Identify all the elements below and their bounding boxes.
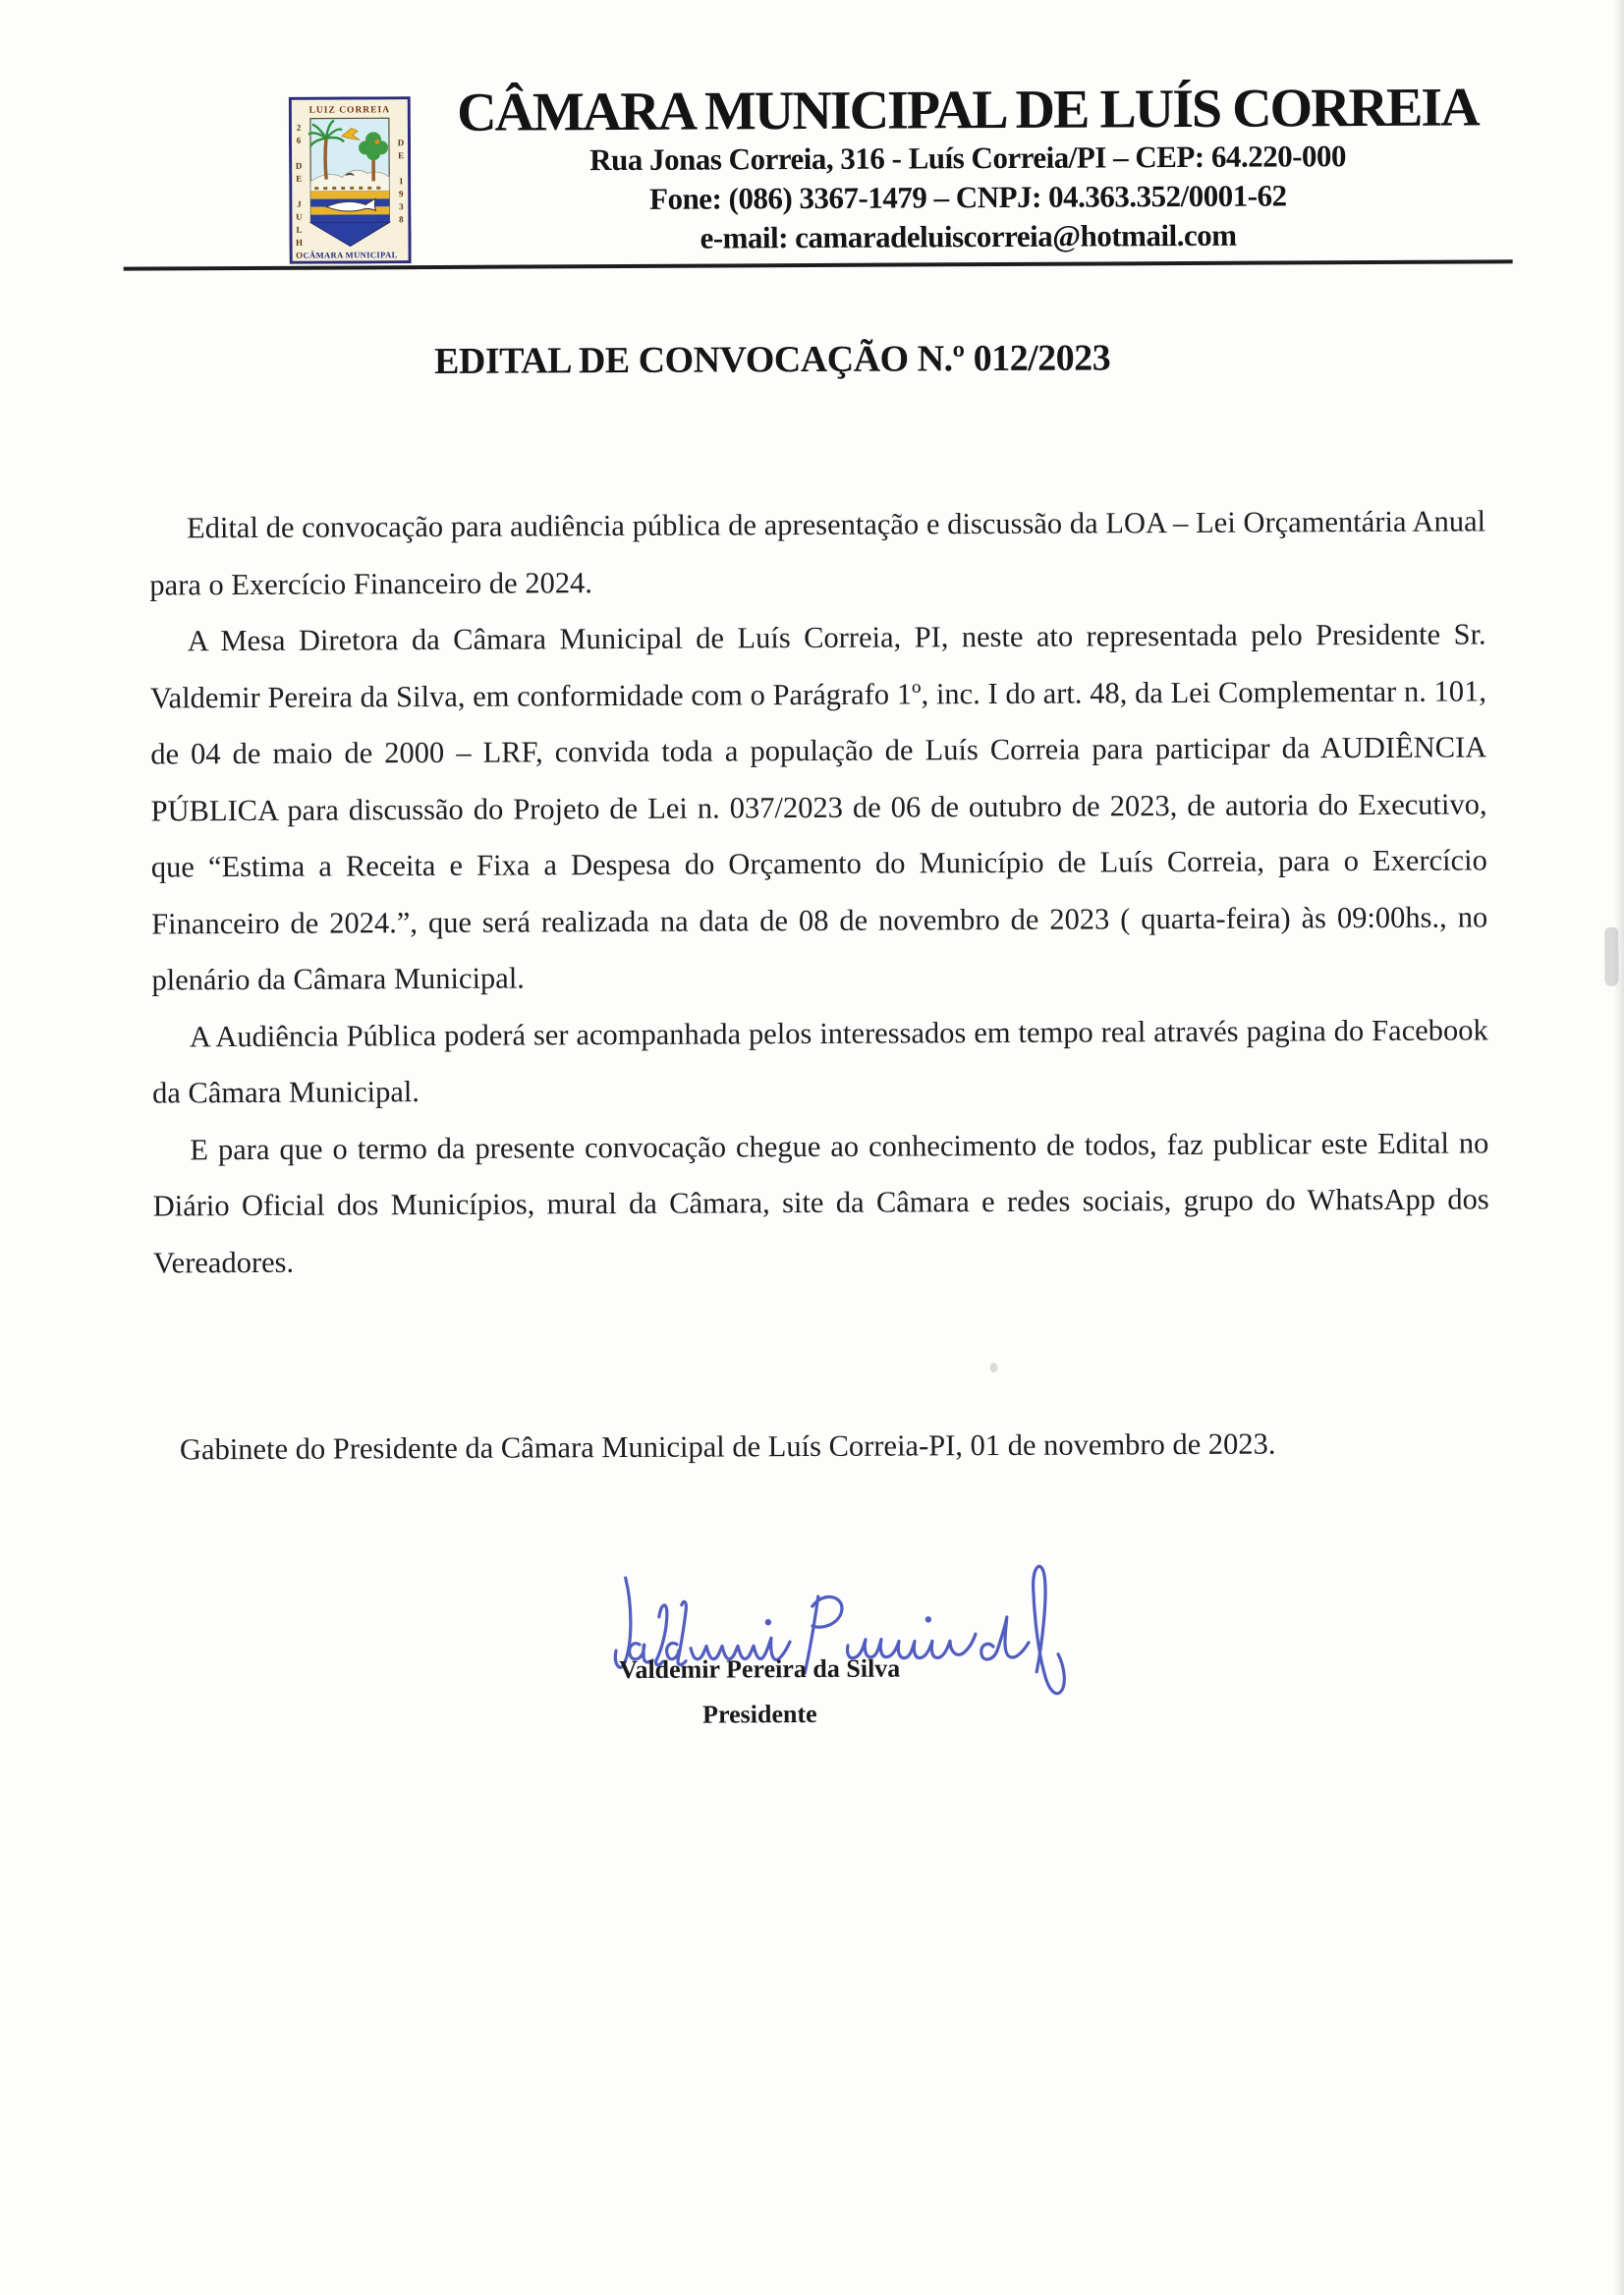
palm-trunk: [325, 139, 326, 180]
scan-artifact: [1604, 927, 1618, 986]
logo-top-text: LUIZ CORREIA: [308, 105, 391, 116]
paragraph-3: A Audiência Pública poderá ser acompanhada pelos interessados em tempo real através pagina do Facebook da Câmara Municipal.: [151, 1012, 1488, 1110]
phone-cnpj-line: Fone: (086) 3367-1479 – CNPJ: 04.363.352/0001-62: [648, 178, 1287, 216]
letterhead: [0, 0, 1618, 263]
logo-right-date-text: DE 1938: [395, 138, 407, 228]
letterhead-text: [418, 79, 1519, 259]
paragraph-1: Edital de convocação para audiência pública de apresentação e discussão da LOA – Lei Orçamentária Anual para o Exercício Financeiro de 2024.: [149, 504, 1486, 602]
document-title: EDITAL DE CONVOCAÇÃO N.º 012/2023: [433, 337, 1111, 383]
stripe-blue-2: [310, 214, 389, 222]
email-line: e-mail: camaradeluiscorreia@hotmail.com: [700, 217, 1237, 255]
signatory-name: Valdemir Pereira da Silva: [618, 1653, 901, 1685]
organization-name: CÂMARA MUNICIPAL DE LUÍS CORREIA: [456, 77, 1479, 143]
coat-of-arms-graphic: [289, 96, 412, 264]
paragraph-4: E para que o termo da presente convocação chegue ao conhecimento de todos, faz publicar este Edital no Diário Oficial dos Municípios, mural da Câmara, site da Câmara e redes sociais, grupo do WhatsApp dos Vereadores.: [152, 1125, 1489, 1280]
signature-block: [435, 1551, 1085, 1761]
date-place-line: Gabinete do Presidente da Câmara Municipal de Luís Correia-PI, 01 de novembro de 2023.: [179, 1427, 1276, 1467]
coat-of-arms-logo: [289, 96, 412, 264]
logo-left-date-text: 26 DE JULHO: [293, 122, 305, 263]
logo-bottom-text: CÂMARA MUNICIPAL: [303, 250, 398, 260]
scan-artifact: [990, 1363, 998, 1372]
tree-fruit: [375, 140, 380, 144]
signatory-role: Presidente: [702, 1699, 817, 1729]
stripe-yellow-1: [310, 191, 389, 198]
address-line: Rua Jonas Correia, 316 - Luís Correia/PI – CEP: 64.220-000: [589, 139, 1347, 178]
paragraphs-container: [149, 493, 1489, 1291]
paragraph-2: A Mesa Diretora da Câmara Municipal de Luís Correia, PI, neste ato representada pelo Presidente Sr. Valdemir Pereira da Silva, em conformidade com o Parágrafo 1º, inc. I do art. 48, da Lei Complementar n. 101, de 04 de maio de 2000 – LRF, convida toda a população de Luís Correia para participar da AUDIÊNCIA PÚBLICA para discussão do Projeto de Lei n. 037/2023 de 06 de outubro de 2023, de autoria do Executivo, que “Estima a Receita e Fixa a Despesa do Orçamento do Município de Luís Correia, para o Exercício Financeiro de 2024.”, que será realizada na data de 08 de novembro de 2023 ( quarta-feira) às 09:00hs., no plenário da Câmara Municipal.: [149, 617, 1488, 997]
